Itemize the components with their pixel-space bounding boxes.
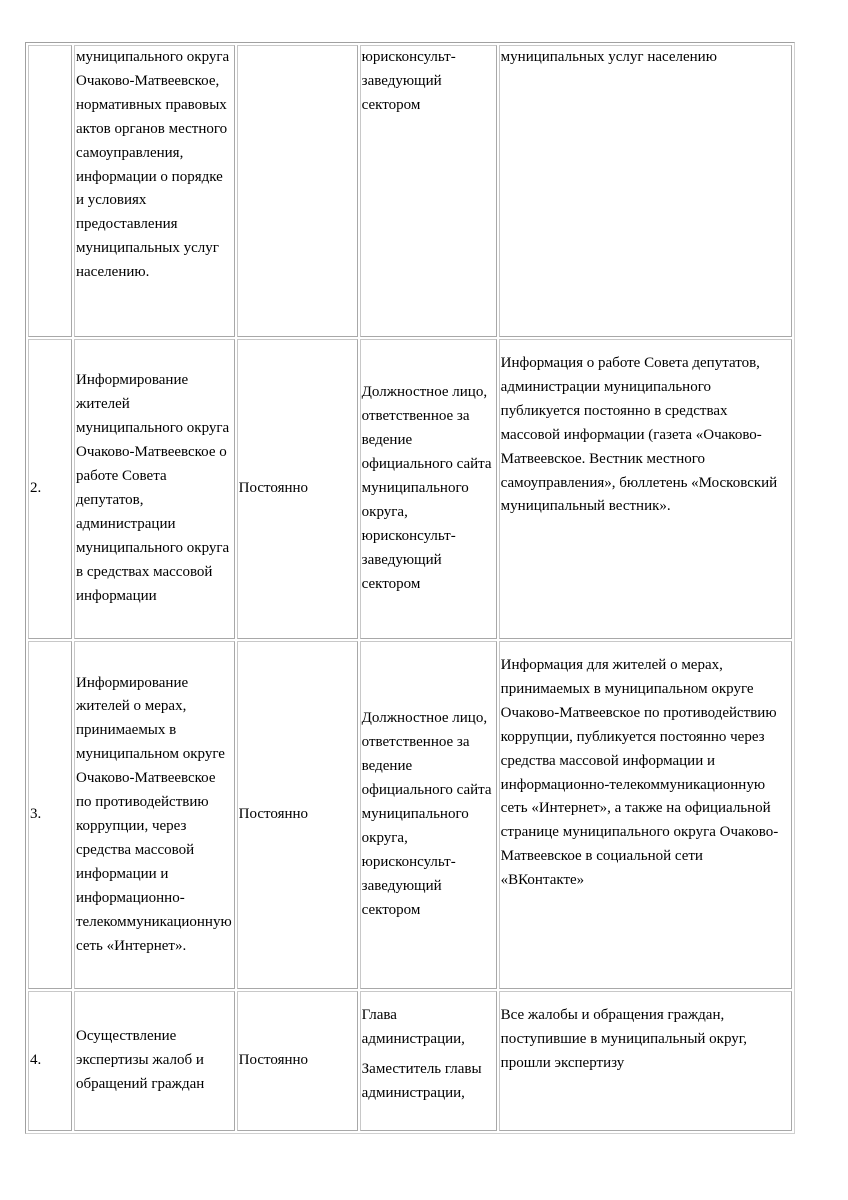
row-number-cell: 3. bbox=[28, 641, 72, 989]
table-row bbox=[28, 641, 792, 989]
result-cell: Информация для жителей о мерах, принимаемых в муниципальном округе Очаково-Матвеевское по противодействию коррупции, публикуется постоянно через средства массовой информации и информационно-телекоммуникационную сеть «Интернет», а также на официальной странице муниципального округа Очаково-Матвеевское в социальной сети «ВКонтакте» bbox=[499, 641, 792, 989]
event-cell: муниципального округа Очаково-Матвеевское, нормативных правовых актов органов местного самоуправления, информации о порядке и условиях предоставления муниципальных услуг населению. bbox=[74, 45, 235, 337]
event-cell: Информирование жителей муниципального округа Очаково-Матвеевское о работе Совета депутатов, администрации муниципального округа в средствах массовой информации bbox=[74, 339, 235, 639]
row-number-cell: 4. bbox=[28, 991, 72, 1131]
table-row bbox=[28, 991, 792, 1131]
row-number-cell bbox=[28, 45, 72, 337]
result-cell: муниципальных услуг населению bbox=[499, 45, 792, 337]
responsible-cell: юрисконсульт-заведующий сектором bbox=[360, 45, 497, 337]
term-cell bbox=[237, 45, 358, 337]
table-row bbox=[28, 45, 792, 337]
responsible-cell: Должностное лицо, ответственное за ведение официального сайта муниципального округа, юрисконсульт-заведующий сектором bbox=[360, 641, 497, 989]
row-number-cell: 2. bbox=[28, 339, 72, 639]
responsible-part: Заместитель главы администрации, bbox=[361, 1060, 482, 1101]
event-cell: Осуществление экспертизы жалоб и обращений граждан bbox=[74, 991, 235, 1131]
responsible-part: Глава администрации, bbox=[361, 1007, 465, 1047]
responsible-cell: Должностное лицо, ответственное за ведение официального сайта муниципального округа, юрисконсульт-заведующий сектором bbox=[360, 339, 497, 639]
term-cell: Постоянно bbox=[237, 339, 358, 639]
term-cell: Постоянно bbox=[237, 641, 358, 989]
result-cell: Информация о работе Совета депутатов, администрации муниципального публикуется постоянно в средствах массовой информации (газета «Очаково-Матвеевское. Вестник местного самоуправления», бюллетень «Московский муниципальный вестник». bbox=[499, 339, 792, 639]
table-row bbox=[28, 339, 792, 639]
responsible-cell bbox=[360, 991, 497, 1131]
result-cell: Все жалобы и обращения граждан, поступившие в муниципальный округ, прошли экспертизу bbox=[499, 991, 792, 1131]
term-cell: Постоянно bbox=[237, 991, 358, 1131]
event-cell: Информирование жителей о мерах, принимаемых в муниципальном округе Очаково-Матвеевское по противодействию коррупции, через средства массовой информации и информационно-телекоммуникационную сеть «Интернет». bbox=[74, 641, 235, 989]
measures-table bbox=[25, 42, 795, 1134]
